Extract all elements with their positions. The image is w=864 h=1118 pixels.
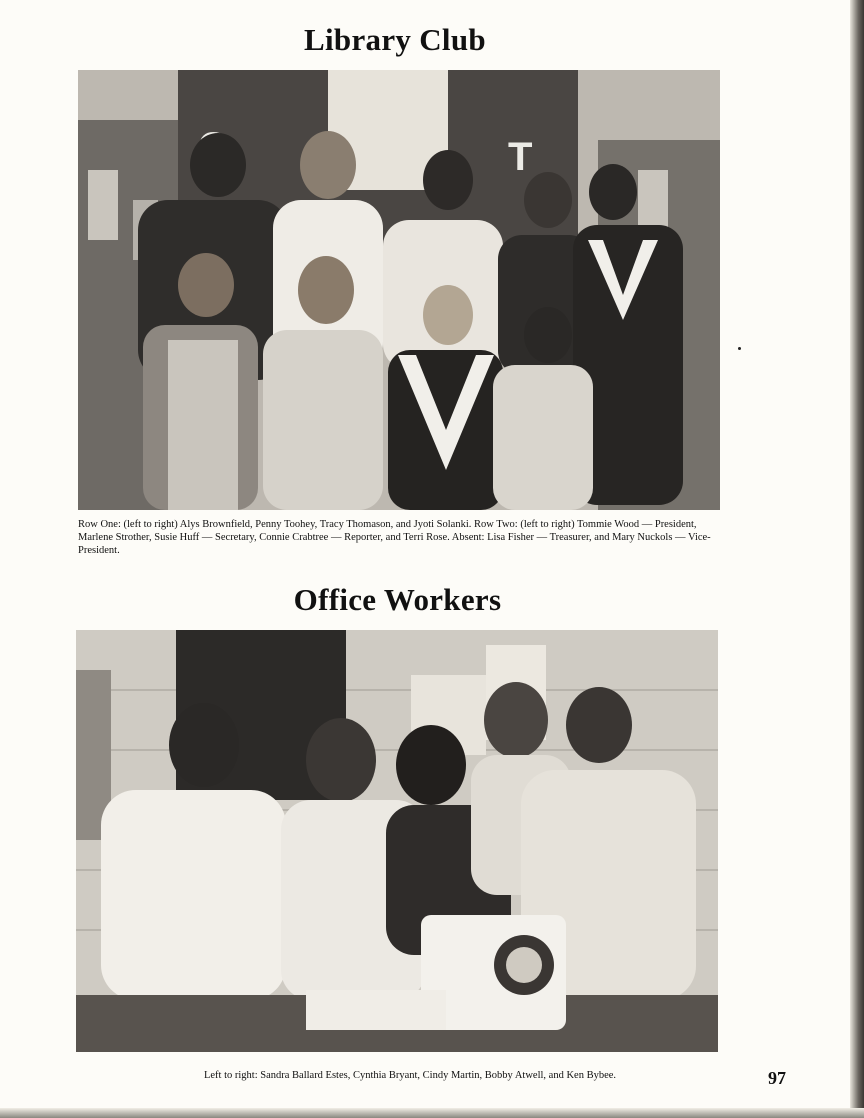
page-edge-shadow [850, 0, 864, 1118]
office-workers-photo-art [76, 630, 718, 1052]
page-number: 97 [768, 1068, 786, 1088]
library-club-title: Library Club [304, 22, 486, 57]
office-workers-title: Office Workers [293, 582, 502, 617]
print-speck [738, 347, 741, 350]
library-club-photo [78, 70, 720, 510]
office-workers-caption: Left to right: Sandra Ballard Estes, Cynthia Bryant, Cindy Martin, Bobby Atwell, and Ken Bybee. [203, 1070, 617, 1081]
page-bottom-edge [0, 1108, 864, 1118]
library-club-caption: Row One: (left to right) Alys Brownfield, Penny Toohey, Tracy Thomason, and Jyoti Solanki. Row Two: (left to right) Tommie Wood — President, Marlene Strother, Susie Huff — Secretary, Connie Crabtree — Reporter, and Terri Rose. Absent: Lisa Fisher — Treasurer, and Mary Nuckols — Vice-President. [78, 519, 711, 556]
library-club-photo-art [78, 70, 720, 510]
svg-text:T: T [508, 135, 533, 179]
office-workers-photo [76, 630, 718, 1052]
